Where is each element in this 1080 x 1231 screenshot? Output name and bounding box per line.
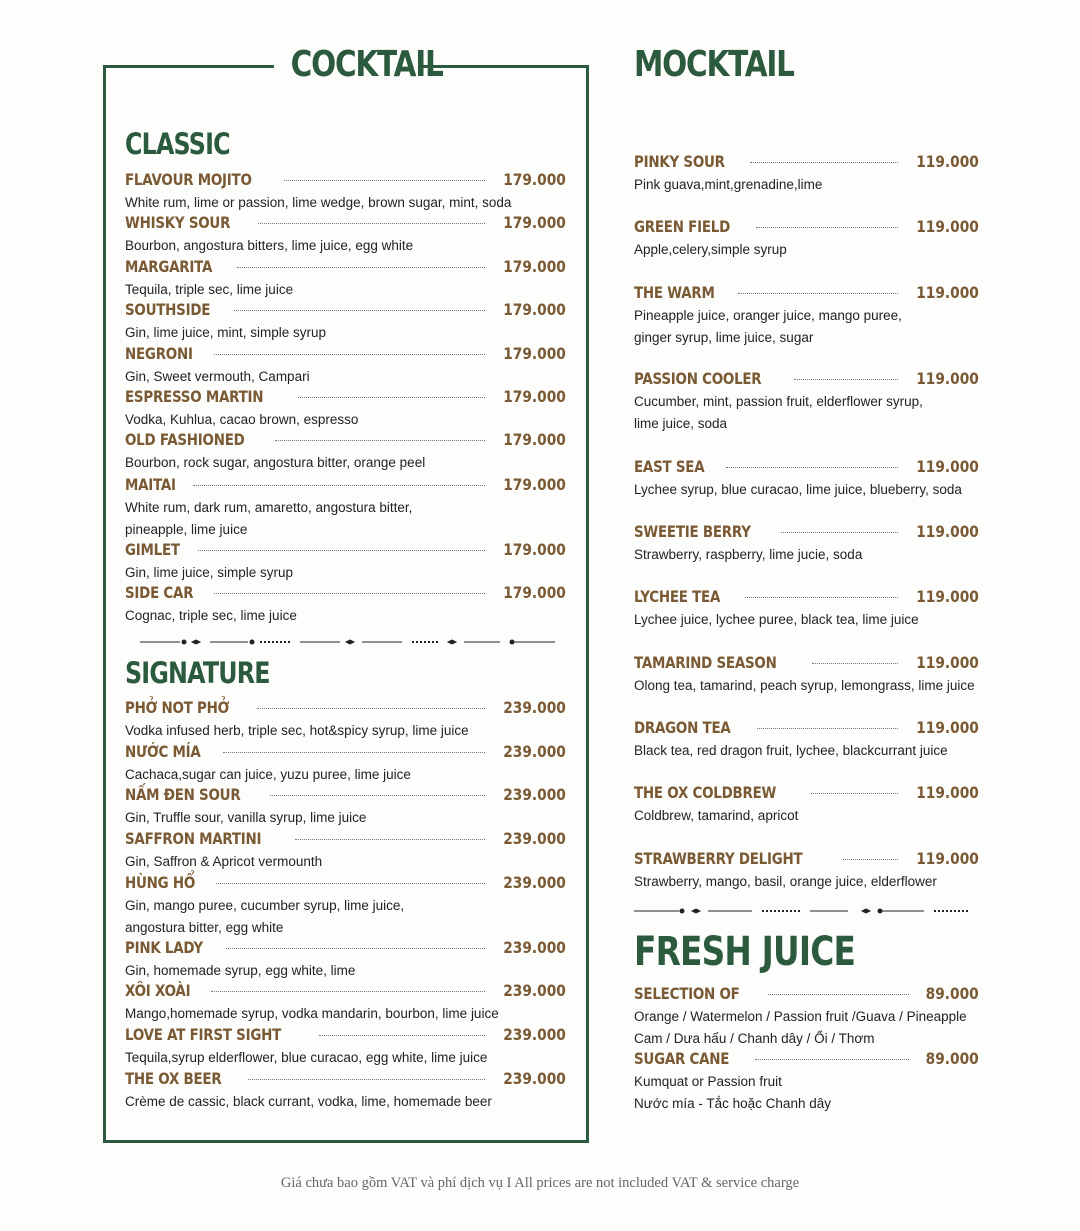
menu-item-description: Tequila,syrup elderflower, blue curacao, egg white, lime juice xyxy=(125,1050,488,1065)
menu-item xyxy=(125,540,566,584)
menu-item-row xyxy=(634,1049,979,1071)
menu-item xyxy=(125,873,566,939)
menu-item-description: pineapple, lime juice xyxy=(125,522,248,537)
menu-item-price: 179.000 xyxy=(503,540,566,559)
menu-item-price: 89.000 xyxy=(925,1049,979,1068)
menu-item xyxy=(125,938,566,982)
menu-item-description: Cognac, triple sec, lime juice xyxy=(125,608,297,623)
menu-item-name: ESPRESSO MARTIN xyxy=(125,387,264,406)
menu-item-price: 179.000 xyxy=(503,583,566,602)
menu-item-price: 119.000 xyxy=(916,653,979,672)
menu-item-row xyxy=(125,540,566,562)
menu-item-price: 239.000 xyxy=(503,742,566,761)
menu-item-price: 239.000 xyxy=(503,698,566,717)
menu-item-price: 119.000 xyxy=(916,217,979,236)
dot-leader xyxy=(757,728,898,729)
dot-leader xyxy=(768,994,910,995)
menu-item-description: Strawberry, mango, basil, orange juice, elderflower xyxy=(634,874,937,889)
menu-item xyxy=(125,1025,566,1069)
menu-item-row xyxy=(125,981,566,1003)
dot-leader xyxy=(298,397,486,398)
dot-leader xyxy=(237,267,485,268)
menu-item xyxy=(634,587,979,631)
menu-item-name: NƯỚC MÍA xyxy=(125,742,201,761)
dot-leader xyxy=(214,354,486,355)
menu-item xyxy=(634,984,979,1050)
mocktail-title: MOCKTAIL xyxy=(634,44,794,85)
menu-item-description: White rum, lime or passion, lime wedge, brown sugar, mint, soda xyxy=(125,195,512,210)
dot-leader xyxy=(214,593,485,594)
menu-item xyxy=(634,369,979,435)
dot-leader xyxy=(226,948,486,949)
dot-leader xyxy=(270,795,485,796)
menu-item-description: Vodka infused herb, triple sec, hot&spicy syrup, lime juice xyxy=(125,723,469,738)
menu-item-row xyxy=(125,257,566,279)
dot-leader xyxy=(275,440,485,441)
dot-leader xyxy=(811,793,898,794)
menu-item-row xyxy=(125,344,566,366)
menu-item xyxy=(125,981,566,1025)
menu-item xyxy=(125,170,566,214)
menu-item-name: STRAWBERRY DELIGHT xyxy=(634,849,803,868)
dot-leader xyxy=(234,310,485,311)
menu-item-price: 239.000 xyxy=(503,1025,566,1044)
menu-item-row xyxy=(125,583,566,605)
menu-item-name: OLD FASHIONED xyxy=(125,430,245,449)
menu-item-row xyxy=(125,213,566,235)
menu-item xyxy=(125,1069,566,1113)
menu-item-row xyxy=(634,849,979,871)
menu-item-row xyxy=(634,984,979,1006)
menu-item-price: 119.000 xyxy=(916,783,979,802)
menu-item xyxy=(634,217,979,261)
menu-item-price: 179.000 xyxy=(503,170,566,189)
dot-leader xyxy=(738,293,898,294)
menu-item-description: Lychee juice, lychee puree, black tea, lime juice xyxy=(634,612,919,627)
menu-item-description: Pineapple juice, oranger juice, mango puree, xyxy=(634,308,902,323)
menu-item xyxy=(125,213,566,257)
menu-item-price: 179.000 xyxy=(503,344,566,363)
menu-item-row xyxy=(125,430,566,452)
menu-item-price: 119.000 xyxy=(916,457,979,476)
dot-leader xyxy=(812,663,898,664)
menu-item-description: Black tea, red dragon fruit, lychee, blackcurrant juice xyxy=(634,743,948,758)
menu-item-name: GREEN FIELD xyxy=(634,217,730,236)
menu-item-description: Gin, lime juice, simple syrup xyxy=(125,565,294,580)
menu-item-description: White rum, dark rum, amaretto, angostura bitter, xyxy=(125,500,413,515)
menu-item-description: Tequila, triple sec, lime juice xyxy=(125,282,294,297)
menu-item-description: Gin, Saffron & Apricot vermounth xyxy=(125,854,323,869)
menu-item-name: SOUTHSIDE xyxy=(125,300,211,319)
menu-item-name: FLAVOUR MOJITO xyxy=(125,170,252,189)
menu-item-name: LOVE AT FIRST SIGHT xyxy=(125,1025,282,1044)
menu-item xyxy=(634,783,979,827)
menu-item-description: Gin, Sweet vermouth, Campari xyxy=(125,369,310,384)
cocktail-title: COCKTAIL xyxy=(290,44,443,85)
menu-item xyxy=(125,387,566,431)
dot-leader xyxy=(756,227,898,228)
menu-item-row xyxy=(125,387,566,409)
menu-item-row xyxy=(125,742,566,764)
menu-item-description: Strawberry, raspberry, lime jucie, soda xyxy=(634,547,863,562)
menu-item-price: 119.000 xyxy=(916,849,979,868)
dot-leader xyxy=(750,162,898,163)
menu-item-row xyxy=(634,217,979,239)
menu-item xyxy=(634,522,979,566)
menu-item-description: Kumquat or Passion fruit xyxy=(634,1074,782,1089)
menu-item-row xyxy=(125,1025,566,1047)
menu-item xyxy=(125,785,566,829)
menu-item-row xyxy=(634,653,979,675)
menu-item-price: 89.000 xyxy=(925,984,979,1003)
dot-leader xyxy=(258,223,485,224)
menu-item-description: Gin, homemade syrup, egg white, lime xyxy=(125,963,356,978)
menu-item-name: XÔI XOÀI xyxy=(125,981,191,1000)
menu-item-name: SIDE CAR xyxy=(125,583,194,602)
dot-leader xyxy=(745,597,899,598)
menu-item-name: MAITAI xyxy=(125,475,176,494)
menu-item-row xyxy=(125,475,566,497)
menu-item-description: Cachaca,sugar can juice, yuzu puree, lime juice xyxy=(125,767,411,782)
menu-item-name: NEGRONI xyxy=(125,344,193,363)
menu-item-name: WHISKY SOUR xyxy=(125,213,231,232)
menu-item-description: Vodka, Kuhlua, cacao brown, espresso xyxy=(125,412,359,427)
menu-item-name: PASSION COOLER xyxy=(634,369,762,388)
menu-item-row xyxy=(634,369,979,391)
menu-item-description: angostura bitter, egg white xyxy=(125,920,284,935)
menu-item-price: 239.000 xyxy=(503,981,566,1000)
menu-item-description: Orange / Watermelon / Passion fruit /Guava / Pineapple xyxy=(634,1009,967,1024)
menu-item-row xyxy=(125,1069,566,1091)
menu-item-description: Gin, mango puree, cucumber syrup, lime juice, xyxy=(125,898,405,913)
menu-item-name: NẤM ĐEN SOUR xyxy=(125,785,241,804)
menu-item-description: lime juice, soda xyxy=(634,416,728,431)
menu-item-description: Gin, lime juice, mint, simple syrup xyxy=(125,325,327,340)
menu-item-price: 239.000 xyxy=(503,938,566,957)
menu-item-price: 239.000 xyxy=(503,1069,566,1088)
menu-item-price: 179.000 xyxy=(503,475,566,494)
mocktail-divider xyxy=(634,906,969,916)
menu-item-row xyxy=(634,783,979,805)
menu-item xyxy=(125,300,566,344)
menu-item xyxy=(125,430,566,474)
menu-item-row xyxy=(634,587,979,609)
dot-leader xyxy=(284,180,485,181)
menu-item xyxy=(634,283,979,349)
cocktail-title-wrap xyxy=(274,42,443,88)
menu-item-description: Cam / Dưa hấu / Chanh dây / Ổi / Thơm xyxy=(634,1031,875,1046)
menu-item-name: SELECTION OF xyxy=(634,984,740,1003)
dot-leader xyxy=(211,991,485,992)
menu-item-row xyxy=(634,457,979,479)
menu-item-description: Bourbon, angostura bitters, lime juice, egg white xyxy=(125,238,414,253)
menu-item-name: MARGARITA xyxy=(125,257,213,276)
menu-item xyxy=(125,698,566,742)
menu-item-name: SWEETIE BERRY xyxy=(634,522,751,541)
menu-item-description: Gin, Truffle sour, vanilla syrup, lime juice xyxy=(125,810,367,825)
menu-item xyxy=(125,475,566,541)
dot-leader xyxy=(781,532,898,533)
menu-item-price: 119.000 xyxy=(916,587,979,606)
menu-item-row xyxy=(634,522,979,544)
menu-item-name: THE OX COLDBREW xyxy=(634,783,777,802)
menu-item-row xyxy=(634,283,979,305)
menu-item xyxy=(125,583,566,627)
menu-item-description: Pink guava,mint,grenadine,lime xyxy=(634,177,823,192)
signature-title: SIGNATURE xyxy=(125,656,270,690)
dot-leader xyxy=(319,1035,485,1036)
footer-note: Giá chưa bao gồm VAT và phí dịch vụ I All prices are not included VAT & service charge xyxy=(280,1175,800,1191)
menu-item xyxy=(634,718,979,762)
menu-item xyxy=(125,257,566,301)
menu-item-row xyxy=(125,938,566,960)
dot-leader xyxy=(843,859,899,860)
menu-item-row xyxy=(125,698,566,720)
dot-leader xyxy=(223,752,485,753)
menu-item-price: 239.000 xyxy=(503,873,566,892)
dot-leader xyxy=(257,708,485,709)
menu-item-description: Bourbon, rock sugar, angostura bitter, orange peel xyxy=(125,455,426,470)
menu-item-name: LYCHEE TEA xyxy=(634,587,721,606)
menu-item-price: 179.000 xyxy=(503,257,566,276)
menu-item-price: 119.000 xyxy=(916,152,979,171)
menu-item-description: Lychee syrup, blue curacao, lime juice, blueberry, soda xyxy=(634,482,962,497)
menu-item-description: Cucumber, mint, passion fruit, elderflower syrup, xyxy=(634,394,923,409)
menu-item-description: Nước mía - Tắc hoặc Chanh dây xyxy=(634,1096,831,1111)
menu-item-row xyxy=(125,170,566,192)
menu-item-row xyxy=(634,718,979,740)
menu-item-price: 119.000 xyxy=(916,718,979,737)
menu-item-name: SUGAR CANE xyxy=(634,1049,730,1068)
menu-item-row xyxy=(634,152,979,174)
menu-item xyxy=(125,829,566,873)
menu-item-description: ginger syrup, lime juice, sugar xyxy=(634,330,814,345)
dot-leader xyxy=(295,839,485,840)
menu-item xyxy=(125,742,566,786)
menu-item-name: DRAGON TEA xyxy=(634,718,731,737)
menu-item-row xyxy=(125,300,566,322)
menu-item-price: 119.000 xyxy=(916,522,979,541)
dot-leader xyxy=(794,379,898,380)
menu-item-name: HÙNG HỔ xyxy=(125,873,196,892)
menu-item-description: Apple,celery,simple syrup xyxy=(634,242,787,257)
menu-item-price: 119.000 xyxy=(916,283,979,302)
menu-item-row xyxy=(125,873,566,895)
menu-item-name: EAST SEA xyxy=(634,457,705,476)
menu-item-description: Mango,homemade syrup, vodka mandarin, bourbon, lime juice xyxy=(125,1006,499,1021)
menu-item xyxy=(634,152,979,196)
menu-item-price: 119.000 xyxy=(916,369,979,388)
dot-leader xyxy=(755,1059,909,1060)
menu-item-name: PINK LADY xyxy=(125,938,203,957)
menu-item-price: 239.000 xyxy=(503,829,566,848)
menu-item-price: 179.000 xyxy=(503,300,566,319)
menu-item-description: Crème de cassic, black currant, vodka, lime, homemade beer xyxy=(125,1094,492,1109)
menu-item-name: PHỞ NOT PHỞ xyxy=(125,698,230,717)
menu-item-name: SAFFRON MARTINI xyxy=(125,829,262,848)
dot-leader xyxy=(198,550,485,551)
dot-leader xyxy=(193,485,485,486)
menu-item xyxy=(634,849,979,893)
menu-item-name: PINKY SOUR xyxy=(634,152,725,171)
menu-item-price: 179.000 xyxy=(503,213,566,232)
menu-item xyxy=(634,1049,979,1115)
dot-leader xyxy=(248,1079,485,1080)
menu-item xyxy=(634,653,979,697)
menu-item-description: Olong tea, tamarind, peach syrup, lemongrass, lime juice xyxy=(634,678,975,693)
menu-item-row xyxy=(125,785,566,807)
dot-leader xyxy=(726,467,898,468)
menu-item xyxy=(125,344,566,388)
classic-title: CLASSIC xyxy=(125,127,230,161)
menu-item-price: 179.000 xyxy=(503,430,566,449)
menu-item-name: THE WARM xyxy=(634,283,715,302)
menu-item-name: GIMLET xyxy=(125,540,180,559)
menu-item-name: THE OX BEER xyxy=(125,1069,222,1088)
dot-leader xyxy=(216,883,485,884)
classic-divider xyxy=(140,637,555,647)
menu-item-description: Coldbrew, tamarind, apricot xyxy=(634,808,799,823)
menu-item xyxy=(634,457,979,501)
menu-item-price: 179.000 xyxy=(503,387,566,406)
menu-item-price: 239.000 xyxy=(503,785,566,804)
menu-item-row xyxy=(125,829,566,851)
fresh-juice-title: FRESH JUICE xyxy=(634,929,856,975)
menu-item-name: TAMARIND SEASON xyxy=(634,653,777,672)
